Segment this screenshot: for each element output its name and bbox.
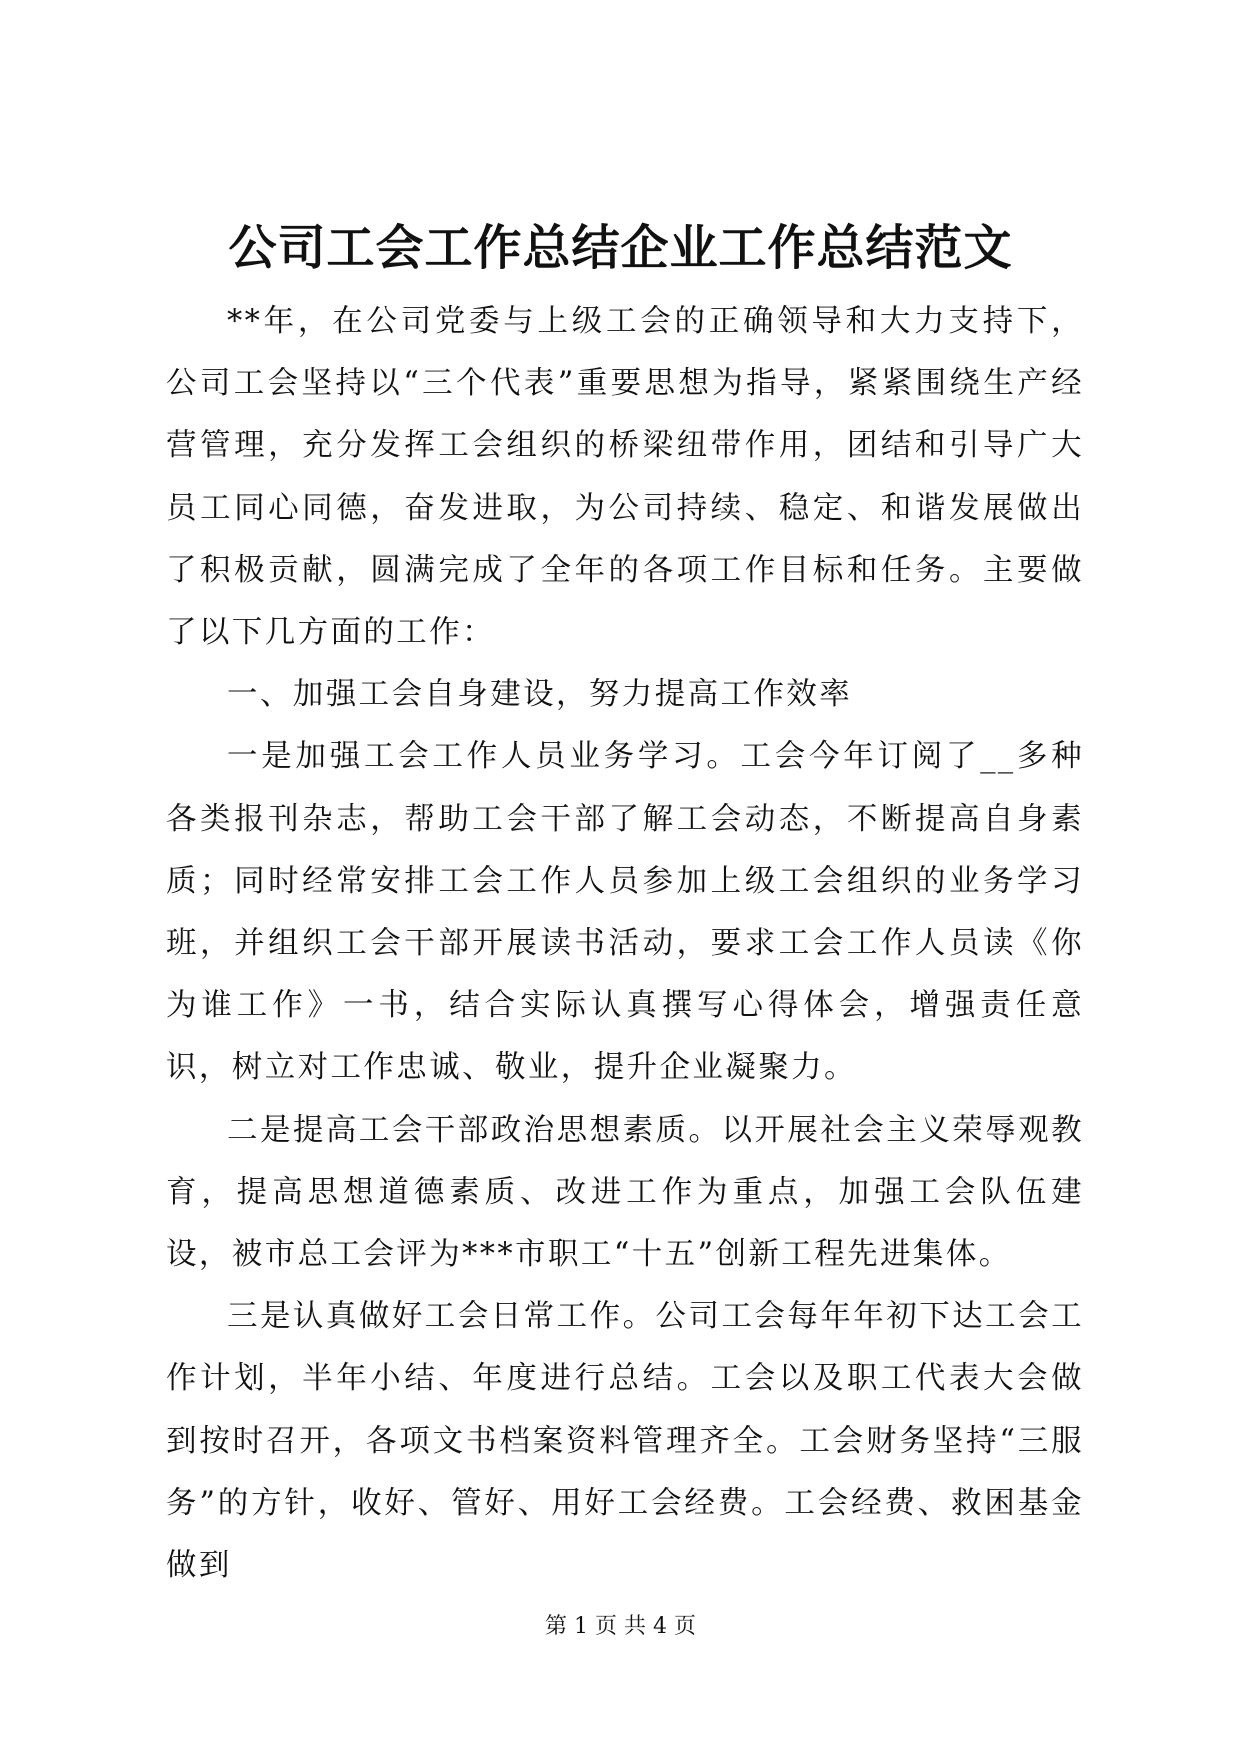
page-number-footer: 第 1 页 共 4 页 [545,1614,696,1639]
document-body [166,291,1084,1597]
paragraph-intro: **年，在公司党委与上级工会的正确领导和大力支持下，公司工会坚持以“三个代表”重要思想为指导，紧紧围绕生产经营管理，充分发挥工会组织的桥梁纽带作用，团结和引导广大员工同心同德，奋发进取，为公司持续、稳定、和谐发展做出了积极贡献，圆满完成了全年的各项工作目标和任务。主要做了以下几方面的工作： [166,304,1084,651]
paragraph-point-two: 二是提高工会干部政治思想素质。以开展社会主义荣辱观教育，提高思想道德素质、改进工作为重点，加强工会队伍建设，被市总工会评为***市职工“十五”创新工程先进集体。 [166,1112,1084,1273]
document-title: 公司工会工作总结企业工作总结范文 [228,220,1013,276]
paragraph-section-heading: 一、加强工会自身建设，努力提高工作效率 [227,677,853,713]
paragraph-point-three: 三是认真做好工会日常工作。公司工会每年年初下达工会工作计划，半年小结、年度进行总结。工会以及职工代表大会做到按时召开，各项文书档案资料管理齐全。工会财务坚持“三服务”的方针，收好、管好、用好工会经费。工会经费、救困基金做到 [166,1299,1084,1584]
paragraph-point-one: 一是加强工会工作人员业务学习。工会今年订阅了__多种各类报刊杂志，帮助工会干部了解工会动态，不断提高自身素质；同时经常安排工会工作人员参加上级工会组织的业务学习班，并组织工会干部开展读书活动，要求工会工作人员读《你为谁工作》一书，结合实际认真撰写心得体会，增强责任意识，树立对工作忠诚、敬业，提升企业凝聚力。 [166,739,1084,1086]
